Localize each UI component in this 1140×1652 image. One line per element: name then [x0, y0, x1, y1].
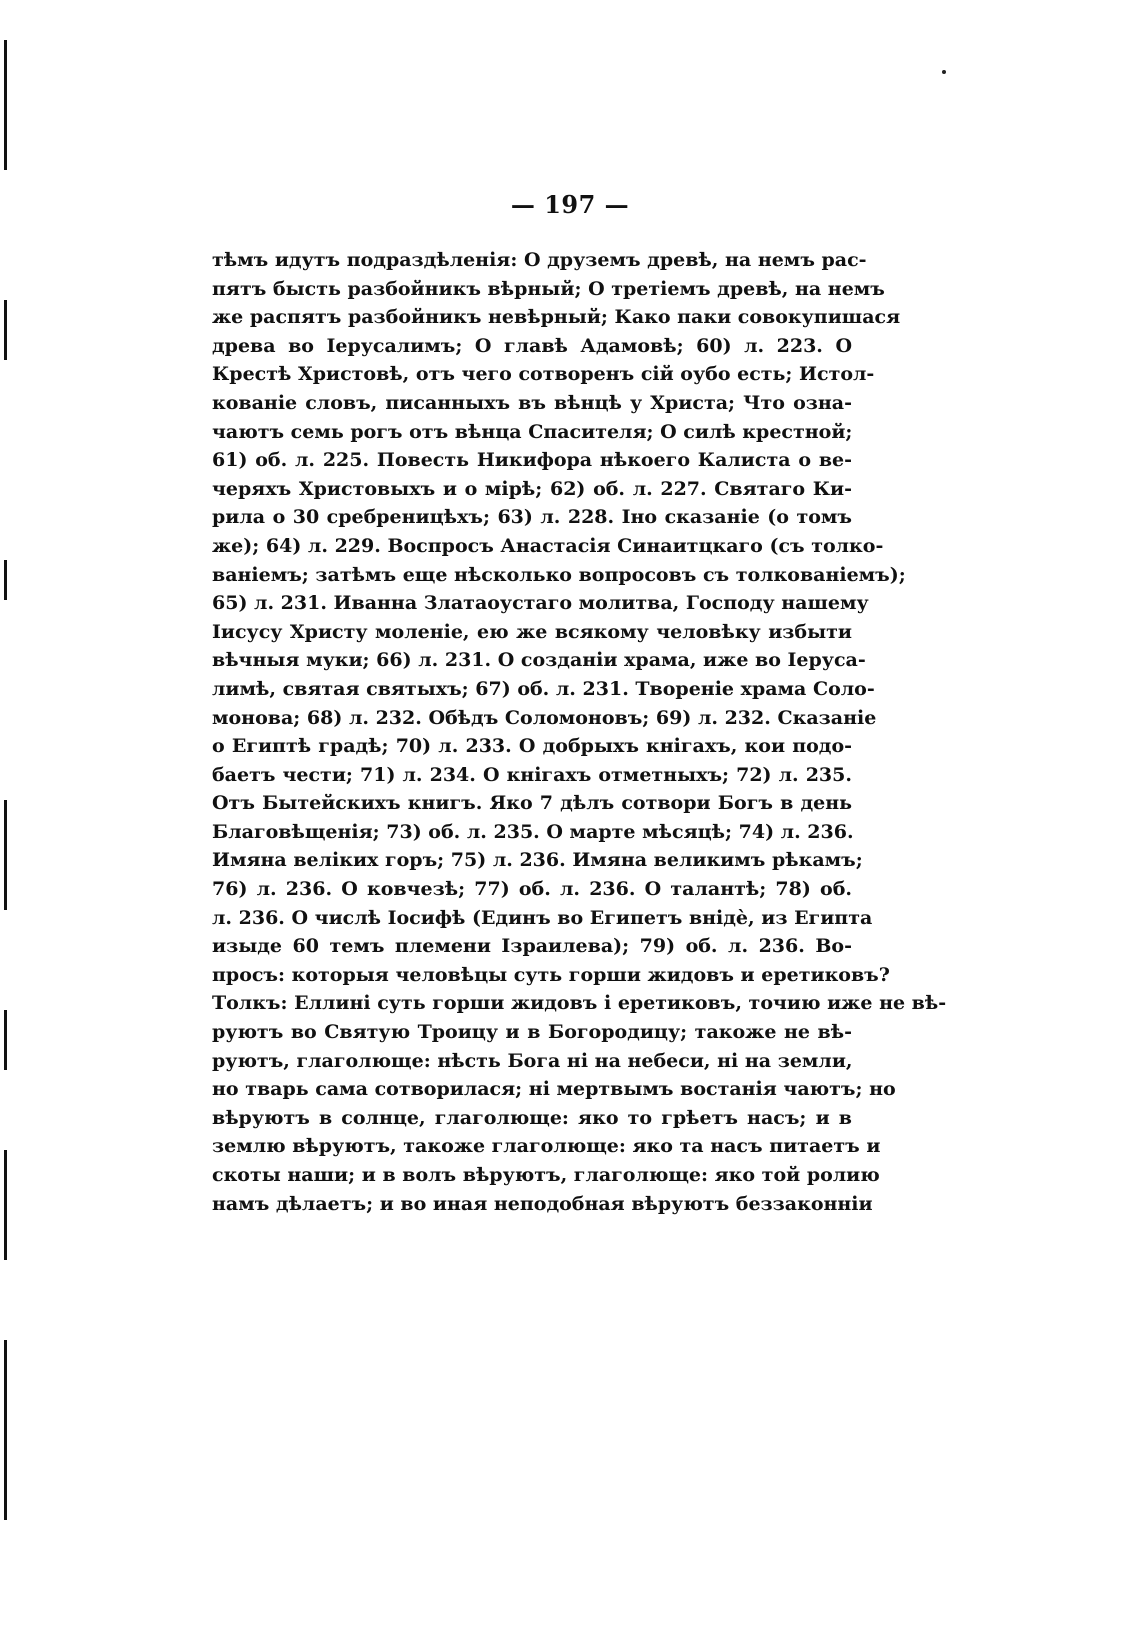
text-line: 61) об. л. 225. Повесть Никифора нѣкоего Калиста о ве- — [212, 449, 852, 472]
text-line: монова; 68) л. 232. Обѣдъ Соломоновъ; 69) л. 232. Сказаніе — [212, 706, 877, 729]
scan-mark — [4, 1340, 7, 1520]
text-line: о Египтѣ градѣ; 70) л. 233. О добрыхъ кнігахъ, кои подо- — [212, 735, 852, 758]
text-line: тѣмъ идутъ подраздѣленія: О друземъ древѣ, на немъ рас- — [212, 249, 867, 271]
text-line: намъ дѣлаетъ; и во иная неподобная вѣруютъ беззаконніи — [212, 1192, 873, 1215]
text-line: ваніемъ; затѣмъ еще нѣсколько вопросовъ съ толкованіемъ); — [212, 563, 906, 586]
scan-mark — [4, 1150, 7, 1260]
scan-speck — [942, 70, 946, 74]
scan-mark — [4, 800, 7, 910]
text-line: но тварь сама сотворилася; ні мертвымъ востанія чаютъ; но — [212, 1078, 896, 1101]
text-line: же); 64) л. 229. Воспросъ Анастасія Синаитцкаго (съ толко- — [212, 534, 884, 557]
text-line: вѣчныя муки; 66) л. 231. О созданіи храма, иже во Іеруса- — [212, 649, 866, 672]
text-line: скоты наши; и в волъ вѣруютъ, глаголюще: яко той ролию — [212, 1164, 880, 1186]
scan-mark — [4, 1010, 7, 1070]
text-line: просъ: которыя человѣцы суть горши жидовъ и еретиковъ? — [212, 963, 890, 986]
text-line: баетъ чести; 71) л. 234. О кнігахъ отметныхъ; 72) л. 235. — [212, 763, 852, 786]
text-line: Благовѣщенія; 73) об. л. 235. О марте мѣсяцѣ; 74) л. 236. — [212, 820, 854, 843]
text-line: 76) л. 236. О ковчезѣ; 77) об. л. 236. О талантѣ; 78) об. — [212, 878, 852, 901]
text-line: же распятъ разбойникъ невѣрный; Како паки совокупишася — [212, 306, 901, 329]
text-line: Отъ Бытейскихъ книгъ. Яко 7 дѣлъ сотвори Богъ в день — [212, 792, 852, 815]
text-line: чаютъ семь рогъ отъ вѣнца Спасителя; О силѣ крестной; — [212, 420, 853, 443]
text-line: вѣруютъ в солнце, глаголюще: яко то грѣетъ насъ; и в — [212, 1106, 852, 1129]
text-line: изыде 60 темъ племени Ізраилева); 79) об. л. 236. Во- — [212, 935, 852, 958]
text-line: рила о 30 сребреницѣхъ; 63) л. 228. Іно сказаніе (о томъ — [212, 506, 852, 529]
body-text — [212, 246, 947, 1218]
text-line: Іисусу Христу моленіе, ею же всякому человѣку избыти — [212, 620, 852, 643]
text-line: черяхъ Христовыхъ и о мірѣ; 62) об. л. 227. Святаго Ки- — [212, 477, 852, 500]
scan-edge-artifacts — [0, 0, 28, 1652]
scan-mark — [4, 40, 7, 170]
scan-mark — [4, 560, 7, 600]
text-line: землю вѣруютъ, такоже глаголюще: яко та насъ питаетъ и — [212, 1135, 881, 1158]
text-line: Имяна веліких горъ; 75) л. 236. Имяна великимъ рѣкамъ; — [212, 849, 863, 872]
text-line: руютъ во Святую Троицу и в Богородицу; такоже не вѣ- — [212, 1021, 852, 1044]
text-line: Толкъ: Еллині суть горши жидовъ і еретиковъ, точию иже не вѣ- — [212, 992, 947, 1015]
text-line: лимѣ, святая святыхъ; 67) об. л. 231. Твореніе храма Соло- — [212, 677, 875, 700]
text-line: 65) л. 231. Иванна Златаоустаго молитва, Господу нашему — [212, 592, 869, 615]
text-line: кованіе словъ, писанныхъ въ вѣнцѣ у Христа; Что озна- — [212, 391, 852, 414]
text-line: Крестѣ Христовѣ, отъ чего сотворенъ сій оубо есть; Истол- — [212, 363, 875, 386]
scan-mark — [4, 300, 7, 360]
text-line: л. 236. О числѣ Іосифѣ (Единъ во Египетъ внідѐ, из Египта — [212, 906, 873, 929]
text-line: руютъ, глаголюще: нѣсть Бога ні на небеси, ні на земли, — [212, 1049, 853, 1072]
text-line: пятъ бысть разбойникъ вѣрный; О третіемъ древѣ, на немъ — [212, 277, 885, 300]
text-line: древа во Іерусалимъ; О главѣ Адамовѣ; 60) л. 223. О — [212, 334, 852, 357]
page-number: — 197 — — [510, 190, 630, 219]
